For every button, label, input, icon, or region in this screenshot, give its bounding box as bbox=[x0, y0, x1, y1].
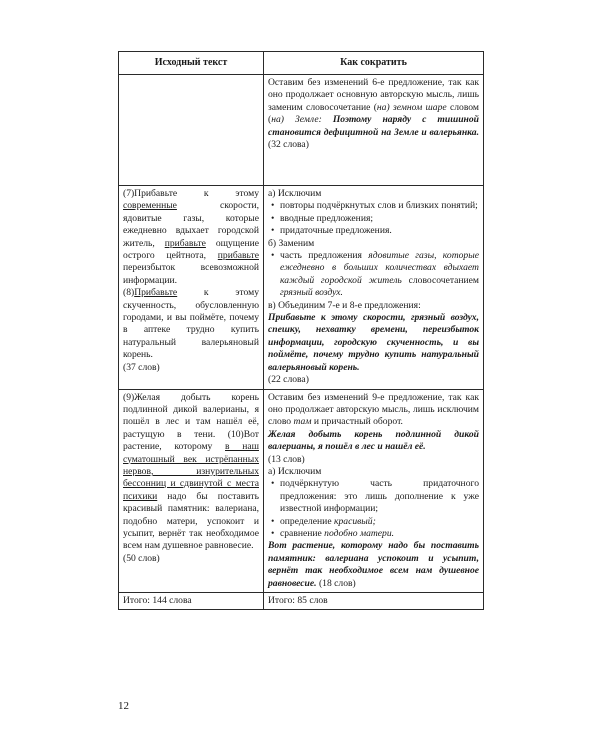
table-row bbox=[119, 389, 484, 593]
list-item: • определение красивый; bbox=[268, 516, 479, 528]
word-count: (37 слов) bbox=[123, 361, 160, 373]
list-item: • вводные предложения; bbox=[268, 213, 479, 225]
word-count: (13 слов) bbox=[268, 453, 305, 465]
header-source-text: Исходный текст bbox=[119, 52, 264, 75]
result-sentence: Вот растение, которому надо бы поставить памятник: валериана успокоит и усыпит, вернёт так необходимое всем нам душевное равновесие. bbox=[268, 540, 479, 589]
result-sentence: Желая добыть корень подлинной дикой валерианы, я пошёл в лес и нашёл её. bbox=[268, 428, 479, 453]
word-count: (22 слова) bbox=[268, 374, 309, 386]
method-cell-sentence-6: Оставим без изменений 6-е предложение, так как оно продолжает основную авторскую мысль, лишь заменим словосочетание (на) земном шаре словом (на) Земле: Поэтому наряду с тишиной становится дефицитной на Земле и валерьянка. (32 слова) bbox=[264, 75, 484, 186]
page-number: 12 bbox=[118, 700, 129, 712]
table-row bbox=[119, 75, 484, 186]
list-item: • подчёркнутую часть придаточного предложения: это лишь дополнение к уже известной информации; bbox=[268, 478, 479, 515]
source-cell-sentences-7-8: (7)Прибавьте к этому современные скорости, ядовитые газы, которые ежедневно вдыхает городской житель, прибавьте ощущение острого цейтнота, прибавьте переизбыток всевозможной информации. (8)Прибавьте к этому скученность, обусловленную городами, и вы поймёте, почему в аптеке трудно купить натуральный валерьяновый корень. (37 слов) bbox=[119, 186, 264, 390]
result-sentence: Прибавьте к этому скорости, грязный воздух, спешку, нехватку времени, переизбыток информации, городскую скученность, и вы поймёте, почему трудно купить натуральный валерьяновый корень. bbox=[268, 312, 479, 373]
method-cell-sentences-9-10: Оставим без изменений 9-е предложение, так как оно продолжает авторскую мысль, лишь исключим слово там и причастный оборот. Желая добыть корень подлинной дикой валерианы, я пошёл в лес и нашёл её. (13 слов) а) Исключим • подчёркнутую часть придаточного предложения: это лишь дополнение к уже известной информации; • определение красивый; • сравнение подобно матери. Вот растение, которому надо бы поставить памятник: валериана успокоит и усыпит, вернёт так необходимое всем нам душевное равновесие. (18 слов) bbox=[264, 389, 484, 593]
list-item: • повторы подчёркнутых слов и близких понятий; bbox=[268, 200, 479, 212]
result-sentence: Поэтому наряду с тишиной становится дефицитной на Земле и валерьянка. bbox=[268, 114, 479, 138]
source-cell-sentences-9-10: (9)Желая добыть корень подлинной дикой валерианы, я пошёл в лес и там нашёл её, растущую в тени. (10)Вот растение, которому в наш суматошный век истрёпанных нервов, изнурительных бессонниц и сдвинутой с места психики надо бы поставить красивый памятник: валериана, подобно матери, успокоит и усыпит, вернёт так необходимое всем нам душевное равновесие. (50 слов) bbox=[119, 389, 264, 593]
word-count: (18 слов) bbox=[316, 577, 356, 589]
total-shortened: Итого: 85 слов bbox=[264, 593, 484, 610]
table-row bbox=[119, 186, 484, 390]
method-cell-sentences-7-8: а) Исключим • повторы подчёркнутых слов и близких понятий; • вводные предложения; • придаточные предложения. б) Заменим • часть предложения ядовитые газы, которые ежедневно в больших количествах вдыхает каждый городской житель словосочетанием грязный воздух. в) Объединим 7-е и 8-е предложения: Прибавьте к этому скорости, грязный воздух, спешку, нехватку времени, переизбыток информации, городскую скученность, и вы поймёте, почему трудно купить натуральный валерьяновый корень. (22 слова) bbox=[264, 186, 484, 390]
header-row bbox=[119, 52, 484, 75]
source-cell-empty bbox=[119, 75, 264, 186]
list-item: • придаточные предложения. bbox=[268, 225, 479, 237]
comparison-table bbox=[118, 51, 484, 610]
totals-row bbox=[119, 593, 484, 610]
list-item: • сравнение подобно матери. bbox=[268, 528, 479, 540]
list-item: • часть предложения ядовитые газы, которые ежедневно в больших количествах вдыхает каждый городской житель словосочетанием грязный воздух. bbox=[268, 250, 479, 300]
word-count: (50 слов) bbox=[123, 552, 160, 564]
header-how-to-shorten: Как сократить bbox=[264, 52, 484, 75]
total-source: Итого: 144 слова bbox=[119, 593, 264, 610]
